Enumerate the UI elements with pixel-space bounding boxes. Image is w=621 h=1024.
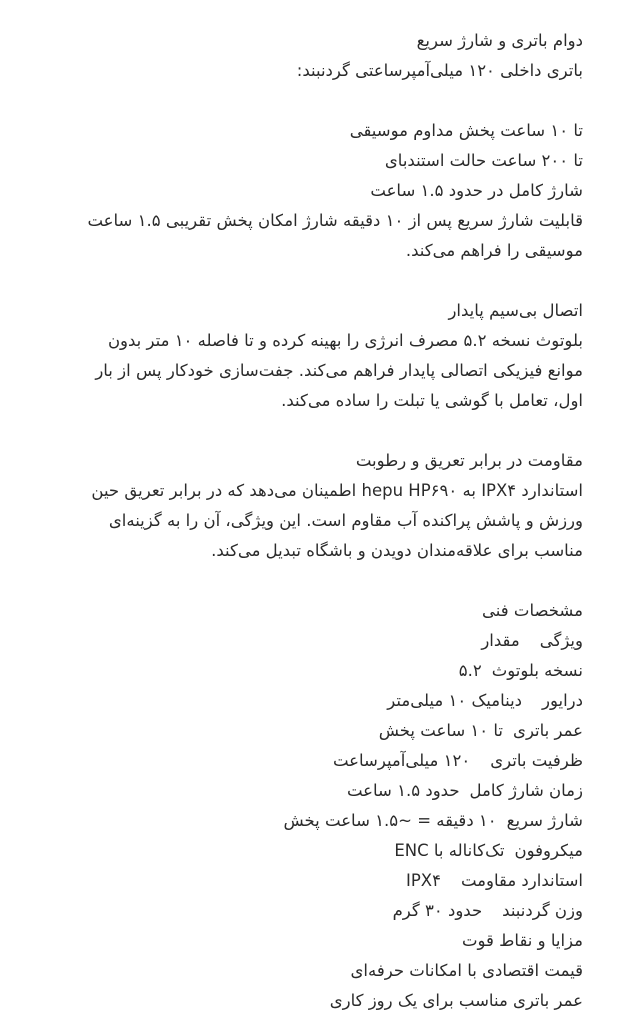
specs-section — [40, 596, 583, 926]
connection-text-line: بلوتوث نسخه ۵.۲ مصرف انرژی را بهینه کرده و تا فاصله ۱۰ متر بدون — [107, 331, 583, 350]
spec-value: ۱۲۰ میلی‌آمپرساعت — [332, 751, 471, 770]
spec-key: ظرفیت باتری — [490, 751, 583, 770]
spacer — [40, 566, 583, 596]
spec-row — [40, 686, 583, 716]
connection-text-line: اول، تعامل با گوشی یا تبلت را ساده می‌کند. — [281, 391, 583, 410]
spec-key: وزن گردنبند — [502, 901, 583, 920]
spec-value: ۵.۲ — [458, 661, 482, 680]
spec-row — [40, 836, 583, 866]
spec-key: زمان شارژ کامل — [469, 781, 583, 800]
resistance-heading: مقاومت در برابر تعریق و رطوبت — [355, 451, 583, 470]
specs-header-key: ویژگی — [539, 631, 583, 650]
spec-value: تا ۱۰ ساعت پخش — [378, 721, 504, 740]
battery-item: تا ۲۰۰ ساعت حالت استندبای — [384, 151, 583, 170]
specs-header-row — [40, 626, 583, 656]
spec-row — [40, 806, 583, 836]
pros-section — [40, 926, 583, 1016]
spec-value: تک‌کاناله با ENC — [394, 841, 505, 860]
battery-item: قابلیت شارژ سریع پس از ۱۰ دقیقه شارژ امکان پخش تقریبی ۱.۵ ساعت — [87, 211, 583, 230]
spec-key: استاندارد مقاومت — [460, 871, 583, 890]
spec-key: عمر باتری — [513, 721, 583, 740]
spec-key: شارژ سریع — [506, 811, 583, 830]
battery-item: تا ۱۰ ساعت پخش مداوم موسیقی — [349, 121, 583, 140]
spec-row — [40, 776, 583, 806]
resistance-text-line: ورزش و پاشش پراکنده آب مقاوم است. این ویژگی، آن را به گزینه‌ای — [108, 511, 583, 530]
spec-value: دینامیک ۱۰ میلی‌متر — [387, 691, 523, 710]
spec-row — [40, 746, 583, 776]
spec-value: حدود ۱.۵ ساعت — [346, 781, 460, 800]
spacer — [40, 416, 583, 446]
spec-value: IPX۴ — [405, 871, 441, 890]
spec-key: میکروفون — [514, 841, 583, 860]
connection-text-line: موانع فیزیکی اتصالی پایدار فراهم می‌کند. جفت‌سازی خودکار پس از بار — [95, 361, 583, 380]
battery-section — [40, 26, 583, 266]
resistance-section — [40, 446, 583, 566]
spec-row — [40, 866, 583, 896]
resistance-text-line: مناسب برای علاقه‌مندان دویدن و باشگاه تبدیل می‌کند. — [211, 541, 583, 560]
spec-key: درایور — [542, 691, 583, 710]
specs-header-value: مقدار — [481, 631, 520, 650]
spec-value: ۱۰ دقیقه = ~۱.۵ ساعت پخش — [283, 811, 497, 830]
battery-item: موسیقی را فراهم می‌کند. — [405, 241, 583, 260]
spec-row — [40, 896, 583, 926]
connection-section — [40, 296, 583, 416]
spec-row — [40, 656, 583, 686]
spec-key: نسخه بلوتوث — [491, 661, 583, 680]
battery-heading: دوام باتری و شارژ سریع — [416, 31, 583, 50]
spacer — [40, 86, 583, 116]
spec-value: حدود ۳۰ گرم — [392, 901, 483, 920]
pros-heading: مزایا و نقاط قوت — [461, 931, 583, 950]
spacer — [40, 266, 583, 296]
pros-item: عمر باتری مناسب برای یک روز کاری — [329, 991, 583, 1010]
battery-item: شارژ کامل در حدود ۱.۵ ساعت — [370, 181, 583, 200]
connection-heading: اتصال بی‌سیم پایدار — [448, 301, 583, 320]
spec-row — [40, 716, 583, 746]
battery-intro: باتری داخلی ۱۲۰ میلی‌آمپرساعتی گردنبند: — [296, 61, 583, 80]
resistance-text-line: استاندارد IPX۴ به hepu HP۶۹۰ اطمینان می‌دهد که در برابر تعریق حین — [91, 481, 583, 500]
pros-item: قیمت اقتصادی با امکانات حرفه‌ای — [350, 961, 583, 980]
specs-heading: مشخصات فنی — [482, 601, 583, 620]
